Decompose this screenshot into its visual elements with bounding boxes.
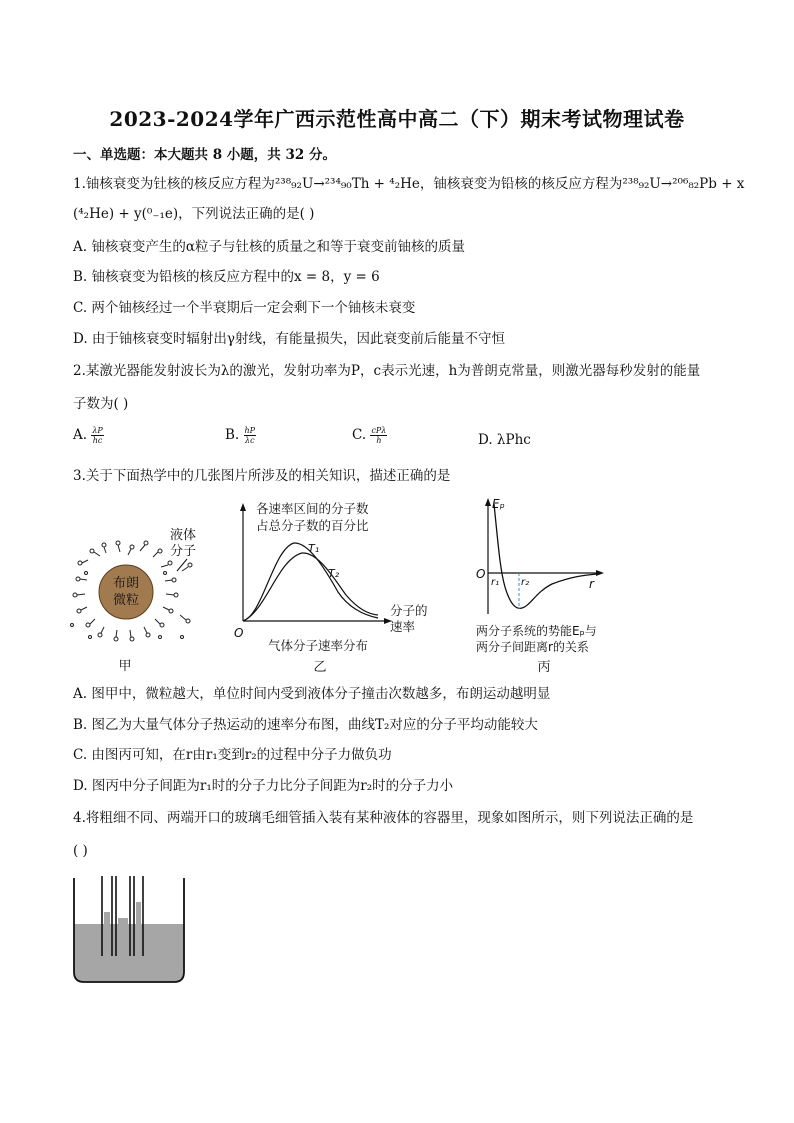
figure-bing-potential-energy [472, 492, 622, 675]
particle-label-1: 布朗 [112, 576, 140, 591]
t2-label: T₂ [328, 567, 340, 580]
q1-option-a[interactable]: A. 铀核衰变产生的α粒子与钍核的质量之和等于衰变前铀核的质量 [73, 239, 465, 255]
q2-stem-line1: 2.某激光器能发射波长为λ的激光，发射功率为P，c表示光速，h为普朗克常量，则激光器每秒发射的能量 [73, 363, 701, 379]
figure-jia-caption: 甲 [118, 659, 132, 674]
q3-option-b[interactable]: B. 图乙为大量气体分子热运动的速率分布图，曲线T₂对应的分子平均动能较大 [73, 717, 538, 733]
figure-yi-subtitle: 气体分子速率分布 [268, 638, 369, 653]
q1-stem-line2: (⁴₂He) + y(⁰₋₁e)，下列说法正确的是( ) [73, 206, 315, 222]
bing-note-2: 两分子间距离r的关系 [476, 640, 589, 654]
section-heading: 一、单选题：本大题共 8 小题，共 32 分。 [73, 147, 336, 163]
ep-axis-arrow [485, 498, 491, 506]
brownian-particle [99, 565, 153, 619]
ep-label: Eₚ [492, 497, 505, 511]
q2-option-b[interactable]: B. $\frac{hP}{\lambda c}$ [225, 426, 256, 445]
r-axis-label: r [589, 577, 594, 591]
t1-label: T₁ [308, 542, 320, 555]
q4-stem-line1: 4.将粗细不同、两端开口的玻璃毛细管插入装有某种液体的容器里，现象如图所示，则下列说法正确的是 [73, 810, 694, 826]
y-label-1: 各速率区间的分子数 [256, 501, 369, 516]
liquid-label-2: 分子 [170, 544, 197, 559]
q2-stem-line2: 子数为( ) [73, 396, 129, 412]
liquid-in-tube-2 [118, 918, 128, 924]
figure-yi-caption: 乙 [313, 660, 327, 675]
q3-stem: 3.关于下面热学中的几张图片所涉及的相关知识，描述正确的是 [73, 468, 451, 484]
exam-title: 2023-2024学年广西示范性高中高二（下）期末考试物理试卷 [109, 107, 685, 131]
bing-origin-label: O [476, 567, 486, 581]
q3-option-d[interactable]: D. 图丙中分子间距为r₁时的分子力比分子间距为r₂时的分子力小 [73, 778, 454, 794]
q1-option-b[interactable]: B. 铀核衰变为铅核的核反应方程中的x = 8，y = 6 [73, 269, 380, 285]
r2-label: r₂ [521, 577, 530, 588]
q1-option-c[interactable]: C. 两个铀核经过一个半衰期后一定会剩下一个铀核未衰变 [73, 300, 416, 316]
bing-note-1: 两分子系统的势能Eₚ与 [476, 624, 597, 638]
q2-option-a[interactable]: A. $\frac{\lambda P}{hc}$ [73, 426, 103, 445]
liquid-label-1: 液体 [170, 528, 197, 543]
q2-option-d[interactable]: D. λPhc [478, 432, 531, 448]
q4-stem-line2: ( ) [73, 843, 88, 859]
liquid-in-tube-1 [104, 912, 110, 924]
liquid-in-tube-3 [136, 902, 141, 924]
q2-option-c[interactable]: C. $\frac{\text{cPλ}}{h}$ [352, 426, 387, 445]
q1-stem-line1: 1.铀核衰变为钍核的核反应方程为²³⁸₉₂U→²³⁴₉₀Th + ⁴₂He，铀核衰变为铅核的核反应方程为²³⁸₉₂U→²⁰⁶₈₂Pb + x [73, 176, 745, 192]
particle-label-2: 微粒 [112, 593, 140, 608]
ep-curve [494, 504, 598, 608]
figure-yi-speed-distribution [228, 497, 443, 675]
figure-bing-caption: 丙 [537, 660, 551, 675]
liquid-in-container [74, 924, 184, 982]
r-axis-arrow [596, 570, 604, 576]
origin-label: O [234, 626, 244, 640]
q3-option-c[interactable]: C. 由图丙可知，在r由r₁变到r₂的过程中分子力做负功 [73, 747, 392, 763]
x-label-2: 速率 [390, 619, 416, 634]
y-axis-arrow [240, 503, 246, 511]
figure-jia-brownian [70, 525, 210, 675]
y-label-2: 占总分子数的百分比 [256, 518, 369, 533]
q1-option-d[interactable]: D. 由于铀核衰变时辐射出γ射线，有能量损失，因此衰变前后能量不守恒 [73, 331, 505, 347]
figure-capillary-tubes [70, 876, 192, 988]
r1-label: r₁ [491, 577, 500, 588]
q3-option-a[interactable]: A. 图甲中，微粒越大，单位时间内受到液体分子撞击次数越多，布朗运动越明显 [73, 686, 551, 702]
x-label-1: 分子的 [390, 603, 428, 618]
